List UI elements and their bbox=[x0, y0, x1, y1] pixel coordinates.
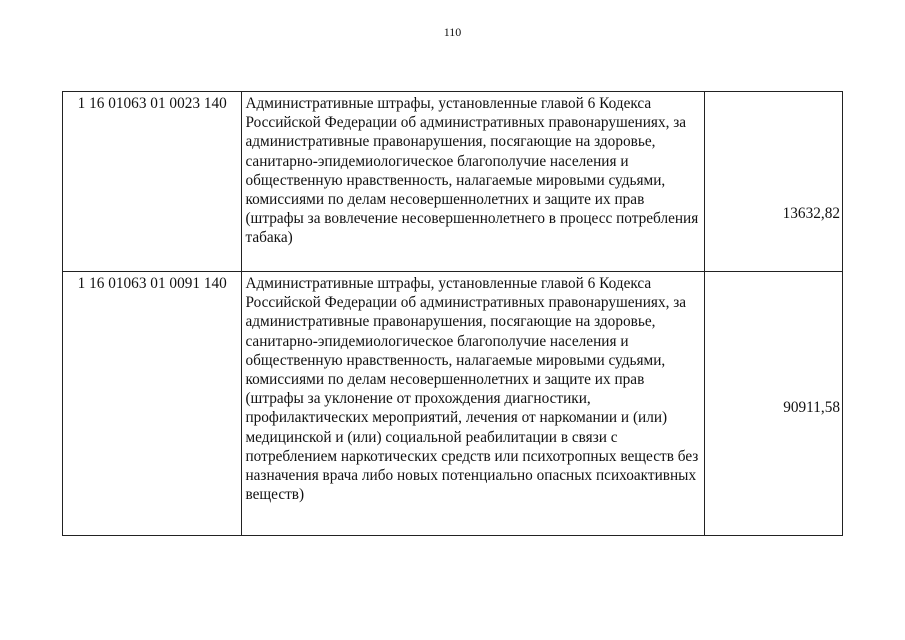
description-line: профилактических мероприятий, лечения от наркомании и (или) bbox=[245, 409, 668, 427]
description-line: комиссиями по делам несовершеннолетних и защите их прав bbox=[245, 371, 645, 389]
description-line: табака) bbox=[245, 229, 293, 247]
description-line: общественную нравственность, налагаемые мировыми судьями, bbox=[245, 351, 666, 369]
description-line: административные правонарушения, посягающие на здоровье, bbox=[245, 313, 656, 331]
description bbox=[242, 272, 705, 536]
amount-cell bbox=[705, 272, 843, 536]
description-line: Российской Федерации об административных правонарушениях, за bbox=[245, 294, 687, 312]
description-line: административные правонарушения, посягающие на здоровье, bbox=[245, 133, 656, 151]
description-line: санитарно-эпидемиологическое благополучие населения и bbox=[245, 152, 629, 170]
description-line: санитарно-эпидемиологическое благополучие населения и bbox=[245, 332, 629, 350]
budget-code: 1 16 01063 01 0091 140 bbox=[63, 272, 242, 536]
description-line: Административные штрафы, установленные главой 6 Кодекса bbox=[245, 275, 652, 292]
amount-cell bbox=[705, 92, 843, 272]
description-line: потреблением наркотических средств или психотропных веществ без bbox=[245, 447, 699, 465]
description-line: общественную нравственность, налагаемые мировыми судьями, bbox=[245, 171, 666, 189]
amount: 13632,82 bbox=[782, 205, 840, 222]
description-line: (штрафы за вовлечение несовершеннолетнего в процесс потребления bbox=[245, 210, 699, 228]
amount: 90911,58 bbox=[783, 399, 840, 416]
description-line: комиссиями по делам несовершеннолетних и защите их прав bbox=[245, 191, 645, 209]
description-line: (штрафы за уклонение от прохождения диагностики, bbox=[245, 390, 591, 408]
revenue-table bbox=[62, 91, 843, 536]
budget-code: 1 16 01063 01 0023 140 bbox=[63, 92, 242, 272]
table-row bbox=[63, 272, 843, 536]
description-line: медицинской и (или) социальной реабилитации в связи с bbox=[245, 428, 618, 446]
description bbox=[242, 92, 705, 272]
description-line: Административные штрафы, установленные главой 6 Кодекса bbox=[245, 95, 652, 112]
table-row bbox=[63, 92, 843, 272]
description-line: Российской Федерации об административных правонарушениях, за bbox=[245, 114, 687, 132]
description-line: назначения врача либо новых потенциально опасных психоактивных bbox=[245, 467, 697, 485]
page-number: 110 bbox=[443, 25, 462, 39]
description-line: веществ) bbox=[245, 486, 305, 504]
